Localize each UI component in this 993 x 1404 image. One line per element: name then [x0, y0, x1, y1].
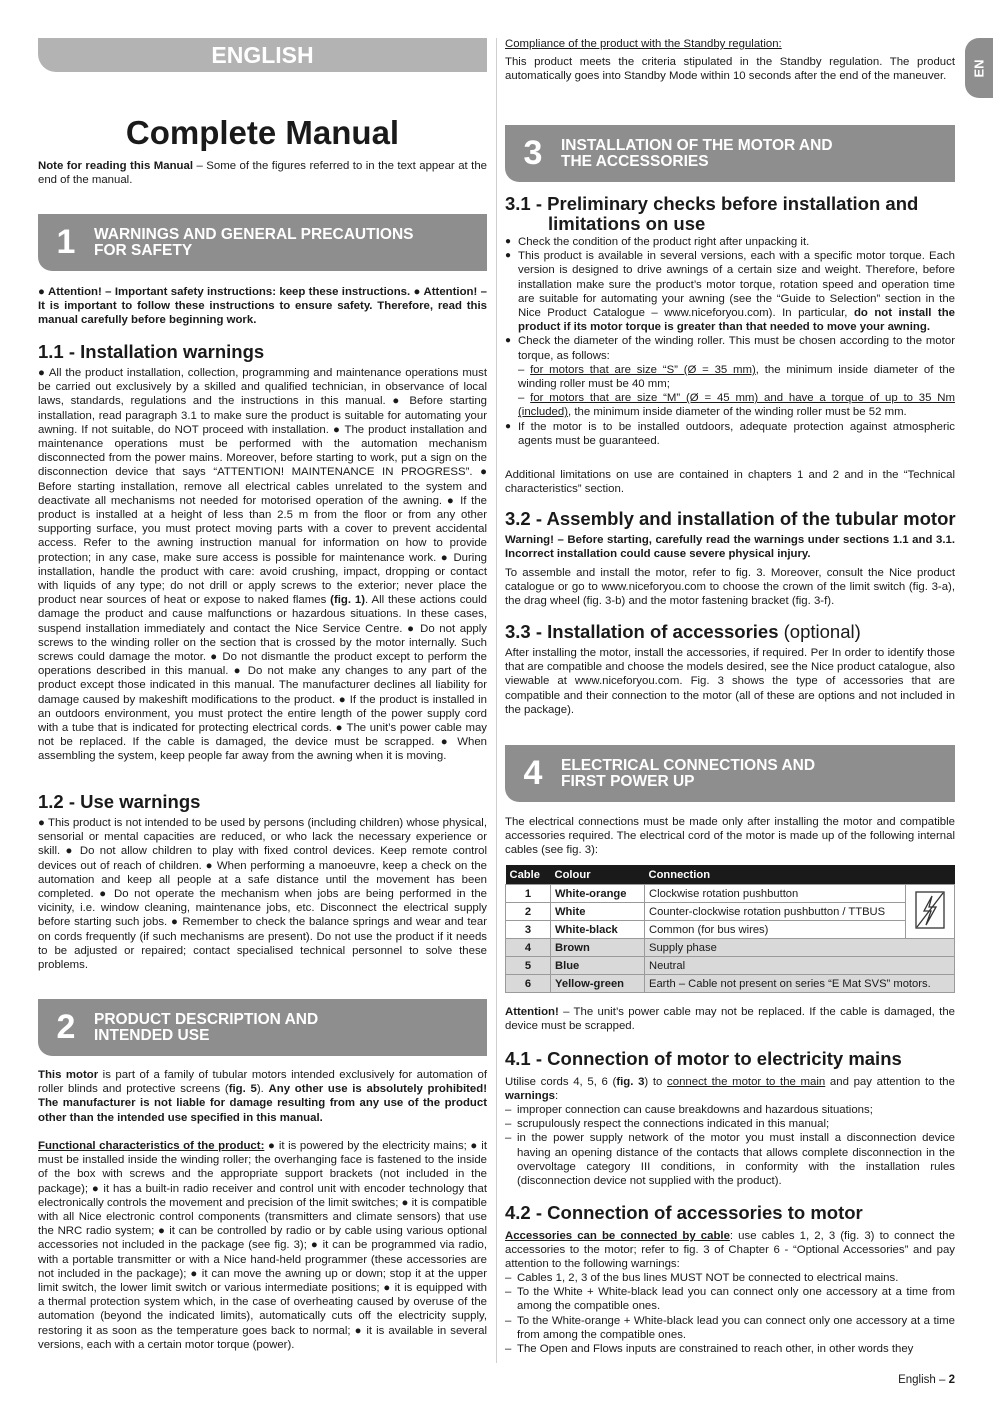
- table-cell: Common (for bus wires): [645, 921, 906, 939]
- column-divider: [496, 38, 497, 1363]
- safety-attention: ● Attention! – Important safety instructions: keep these instructions. ● Attention! – It is important to follow these instructions to ensure safety. Therefore, read this manual carefully before beginning work.: [38, 286, 487, 327]
- table-cell: 4: [506, 939, 551, 957]
- section-1-2-title: 1.2 - Use warnings: [38, 791, 201, 812]
- text-bold: warnings: [505, 1090, 556, 1103]
- cable-table: [505, 865, 955, 993]
- list-item-text: , the minimum inside diameter of the winding roller must be 52 mm.: [568, 406, 907, 419]
- chapter-number: 1: [56, 223, 76, 261]
- language-banner-label: ENGLISH: [211, 41, 314, 68]
- table-row: [506, 903, 955, 921]
- accessories-warnings-list: [505, 1271, 955, 1356]
- section-3-3-title: [505, 622, 861, 642]
- language-tab: [965, 38, 993, 98]
- text-span: – The unit’s power cable may not be replaced. If the cable is damaged, the device must be scrapped.: [505, 1006, 955, 1033]
- list-item: – Cables 1, 2, 3 of the bus lines MUST NOT be connected to electrical mains.: [505, 1271, 955, 1285]
- title-line: 3.1 - Preliminary checks before installation and: [505, 193, 919, 214]
- table-cell: 1: [506, 885, 551, 903]
- product-description: [38, 1068, 487, 1125]
- chapter-title: [561, 138, 833, 170]
- reading-note: [38, 159, 487, 187]
- list-item-text: Check the diameter of the winding roller. This must be chosen according to the motor torque, as follows:: [518, 335, 955, 362]
- list-item: – The Open and Flows inputs are constrained to reach other, in other words they: [505, 1342, 955, 1356]
- table-row: [506, 975, 955, 993]
- standby-label-line: [505, 37, 955, 51]
- table-cell: Supply phase: [645, 939, 955, 957]
- chapter-number: 3: [523, 134, 543, 172]
- text-bold: This motor: [38, 1069, 99, 1081]
- table-row: [506, 921, 955, 939]
- section-1-1-title: 1.1 - Installation warnings: [38, 341, 265, 362]
- installation-warnings-part: . All these actions could damage the product and cause malfunctions or hazardous situations. In these cases, suspend installation immediately and contact the Nice Service Centre. ● Do not apply screws to the winding roller on the section that is crossed by the motor internally. Such screws could damage the motor. ● Do not dismantle the product except to perform the operations described in this manual. ● Do not make any changes to any part of the product except those indicated in this manual. The manufacturer declines all liability for damage caused by makeshift modifications to the product. ● If the product is installed in an outdoors environment, you must protect the entire length of the power supply cord with a tube that is indicated for protecting electrical cords. ● The unit’s power cable may not be replaced. If the cable is damaged, the device must be scrapped. ● When assembling the system, keep people far away from the awning when it is moving.: [38, 594, 487, 763]
- low-voltage-symbol-icon: [906, 885, 955, 939]
- preliminary-checks-list: [505, 235, 955, 448]
- list-item: ● Check the diameter of the winding roller. This must be chosen according to the motor torque, as follows: – for motors that are size “S” (Ø = 35 mm), the minimum inside diameter of the winding roller must be 40 mm; – for motors that are size “M” (Ø = 45 mm) and have a torque of up to 35 Nm (included), the minimum inside diameter of the winding roller must be 52 mm.: [505, 334, 955, 419]
- use-warnings-text: ● This product is not intended to be used by persons (including children) whose physical, sensorial or mental capacities are reduced, or who lack the necessary experience or skill. ● Do not allow children to play with fixed control devices. Keep remote control devices out of reach of children. ● When performing a manoeuvre, keep a check on the automation and keep all people at a safe distance until the movement has been completed. ● Do not operate the mechanism when jobs are being performed in the vicinity, i.e. window cleaning, maintenance jobs, etc. Disconnect the electrical supply before starting such jobs. ● Remember to check the balance springs and wear and tear on cords frequently (if such mechanisms are present). Do not use the product if it needs to be adjusted or repaired; contact specialised technical personnel to solve these problems.: [38, 817, 487, 972]
- accessories-text: After installing the motor, install the accessories, if required. Per In order to identify those that are compatible and choose the models desired, see the Nice product catalogue, also viewable at www.niceforyou.com. Fig. 3 shows the type of accessories that are compatible and their connection to the motor (all of these are options and not included in the package).: [505, 647, 955, 716]
- fig-ref: fig. 3: [616, 1076, 645, 1088]
- standby-label: Compliance of the product with the Standby regulation:: [505, 38, 782, 50]
- text-span: ).: [256, 1083, 269, 1096]
- text-span: ) to: [644, 1076, 668, 1088]
- table-cell: 3: [506, 921, 551, 939]
- title-text-light: (optional): [778, 621, 861, 642]
- page-footer: [898, 1374, 955, 1386]
- page-number: 2: [948, 1374, 955, 1386]
- accessories-connection-intro: [505, 1229, 955, 1272]
- chapter-title: [94, 1012, 318, 1044]
- table-header-cell: Colour: [551, 865, 645, 885]
- chapter-title-line: FIRST POWER UP: [561, 772, 695, 790]
- installation-warnings-text: [38, 366, 487, 764]
- section-3-2-title: 3.2 - Assembly and installation of the tubular motor: [505, 508, 956, 529]
- chapter-title-line: FOR SAFETY: [94, 241, 193, 259]
- list-item: – scrupulously respect the connections indicated in this manual;: [505, 1117, 955, 1131]
- table-cell: 2: [506, 903, 551, 921]
- list-item: – in the power supply network of the motor you must install a disconnection device having an opening distance of the contacts that allows complete disconnection in the overvoltage category III conditions, in conformity with the installation rules (disconnection device not supplied with the product).: [505, 1131, 955, 1188]
- chapter-1-header: [38, 214, 487, 271]
- chapter-title-line: ELECTRICAL CONNECTIONS AND: [561, 756, 816, 774]
- table-cell: Brown: [551, 939, 645, 957]
- table-cell: White: [551, 903, 645, 921]
- list-item-bold: do not install the product if its motor torque is greater than that needed to move your awning.: [518, 307, 955, 334]
- table-cell: Blue: [551, 957, 645, 975]
- table-row: [506, 885, 955, 903]
- functional-characteristics: [38, 1139, 487, 1352]
- chapter-3-header: [505, 125, 955, 182]
- electrical-intro: The electrical connections must be made only after installing the motor and compatible accessories required. The electrical cord of the motor is made up of the following internal cables (see fig. 3):: [505, 816, 955, 857]
- chapter-title-line: INSTALLATION OF THE MOTOR AND: [561, 136, 833, 154]
- title-line: limitations on use: [548, 213, 706, 234]
- table-cell: White-orange: [551, 885, 645, 903]
- underlined-text: for motors that are size “S” (Ø = 35 mm): [530, 363, 756, 376]
- chapter-title: [94, 227, 414, 259]
- table-header-row: [506, 865, 955, 885]
- title-text: 3.3 - Installation of accessories: [505, 621, 779, 642]
- chapter-title-line: THE ACCESSORIES: [561, 152, 709, 170]
- chapter-number: 2: [56, 1008, 76, 1046]
- chapter-4-header: [505, 745, 955, 802]
- assembly-text: To assemble and install the motor, refer to fig. 3. Moreover, consult the Nice product catalogue or go to www.niceforyou.com to choose the crown of the limit switch (fig. 3-a), the drag wheel (fig. 3-b) and the motor fastening bracket (fig. 3-f).: [505, 567, 955, 608]
- table-cell: White-black: [551, 921, 645, 939]
- chapter-number: 4: [523, 754, 543, 792]
- section-4-2-title: 4.2 - Connection of accessories to motor: [505, 1202, 863, 1223]
- language-tab-label: EN: [971, 58, 987, 78]
- text-bold: Any other use is absolutely prohibited! The manufacturer is not liable for damage resulting from any use of the product other than the intended use specified in this manual.: [38, 1083, 487, 1124]
- underlined-text: Accessories can be connected by cable: [505, 1230, 730, 1242]
- table-header-cell: Cable: [506, 865, 551, 885]
- language-banner: [38, 38, 487, 72]
- underlined-text: for motors that are size “M” (Ø = 45 mm) and have a torque of up to 35 Nm (included): [518, 392, 956, 419]
- additional-limitations: Additional limitations on use are contained in chapters 1 and 2 and in the “Technical characteristics” section.: [505, 469, 955, 496]
- table-cell: Counter-clockwise rotation pushbutton / TTBUS: [645, 903, 906, 921]
- list-item-text: This product is available in several versions, each with a specific motor torque. Each version is designed to drive awnings of a certain size and weight. Therefore, before installation make sure the product’s motor torque, rotation speed and operation time are suitable for automating your awning (see the “Guide to Selection” section in the Nice Product Catalogue – www.niceforyou.com). In particular,: [518, 250, 955, 320]
- installation-warnings-part: ● All the product installation, collection, programming and maintenance operations must be carried out exclusively by a skilled and qualified technician, in observance of local laws, standards, regulations and the instructions in this manual. ● Before starting installation, read paragraph 3.1 to make sure the product is suitable for automating your awning. If not suitable, do NOT proceed with installation. ● The product installation and maintenance operations must be performed with the automation mechanism disconnected from the power mains. Moreover, before starting to work, put a sign on the disconnection device that says “ATTENTION! MAINTENANCE IN PROGRESS”. ● Before starting installation, remove all electrical cables unrelated to the system and deactivate all mechanisms not needed for motorised operation of the awning. ● If the product is installed at a height of less than 2.5 m from the floor or from any other supporting surface, you must protect moving parts with a cover to prevent accidental access. Refer to the awning instruction manual for information on how to provide protection; in any case, make sure access is possible for maintenance work. ● During installation, handle the product with care: avoid crushing, impact, dropping or contact with liquids of any type; do not drill or apply screws to the exterior; never place the product near sources of heat or expose to naked flames: [38, 367, 487, 607]
- chapter-title: [561, 758, 815, 790]
- reading-note-label: Note for reading this Manual: [38, 160, 194, 172]
- list-item: ● Check the condition of the product right after unpacking it.: [505, 235, 955, 249]
- chapter-2-header: [38, 999, 487, 1056]
- text-bold: Attention!: [505, 1006, 559, 1018]
- page-title: Complete Manual: [125, 114, 400, 151]
- fig-ref: fig. 5: [228, 1083, 257, 1096]
- list-item: [505, 249, 955, 334]
- list-item-text: , the minimum inside diameter of the winding roller must be 40 mm;: [518, 363, 955, 391]
- reading-note-text: – Some of the figures referred to in the text appear at the end of the manual.: [38, 160, 487, 187]
- table-cell: Clockwise rotation pushbutton: [645, 885, 906, 903]
- power-cable-attention: [505, 1005, 955, 1033]
- table-header-cell: Connection: [645, 865, 955, 885]
- table-cell: Neutral: [645, 957, 955, 975]
- footer-label: English –: [898, 1374, 949, 1386]
- table-cell: 6: [506, 975, 551, 993]
- list-item: ● If the motor is to be installed outdoors, adequate protection against atmospheric agents must be guaranteed.: [505, 420, 955, 448]
- underlined-text: connect the motor to the main: [667, 1076, 826, 1088]
- chapter-title-line: PRODUCT DESCRIPTION AND: [94, 1010, 319, 1028]
- table-row: [506, 939, 955, 957]
- list-item: – To the White-orange + White-black lead you can connect only one accessory at a time from among the compatible ones.: [505, 1314, 955, 1342]
- list-item: – To the White + White-black lead you can connect only one accessory at a time from among the compatible ones.: [505, 1285, 955, 1313]
- fig-ref: (fig. 1): [330, 594, 366, 607]
- chapter-title-line: WARNINGS AND GENERAL PRECAUTIONS: [94, 225, 414, 243]
- chapter-title-line: INTENDED USE: [94, 1026, 210, 1044]
- assembly-warning: Warning! – Before starting, carefully read the warnings under sections 1.1 and 3.1. Incorrect installation could cause severe physical injury.: [505, 534, 955, 561]
- text-span: Utilise cords 4, 5, 6 (: [505, 1076, 617, 1088]
- text-span: :: [555, 1090, 559, 1103]
- functional-characteristics-label: Functional characteristics of the product:: [38, 1140, 265, 1152]
- table-row: [506, 957, 955, 975]
- functional-characteristics-text: ● it is powered by the electricity mains; ● it must be installed inside the winding roller; the overhanging face is fastened to the inside of the box with screws and the appropriate support brackets (not included in the package); ● it has a built-in radio receiver and control unit with encoder technology that electronically controls the movement and precision of the limit switches; ● it is compatible with all Nice electronic control components (transmitters and climate sensors) that use the NRC radio system; ● it can be controlled by radio or by cable using various optional accessories not included in the package (see fig. 3); ● it can be programmed via radio, with a portable transmitter or with a Nice hand-held programmer (these accessories are not included in the package); ● it can move the awning up or down; stop it at the upper limit switch, the lower limit switch or various intermediate positions; ● it is equipped with a thermal protection system which, in the case of overheating caused by overuse of the automation (beyond the indicated limits), automatically cuts off the electricity supply, restoring it as soon as the temperature goes back to normal; ● it is available in several versions, each with a certain motor torque (power).: [38, 1140, 487, 1351]
- table-cell: Yellow-green: [551, 975, 645, 993]
- mains-warnings-list: [505, 1103, 955, 1188]
- text-span: : use cables 1, 2, 3 (fig. 3) to connect the accessories to the motor; refer to fig. 3 of Chapter 6 - “Optional Accessories” and pay attention to the following warnings:: [505, 1230, 955, 1271]
- list-item: – improper connection can cause breakdowns and hazardous situations;: [505, 1103, 955, 1117]
- text-span: and pay attention to the: [825, 1076, 955, 1088]
- text-span: is part of a family of tubular motors intended exclusively for automation of roller blinds and protective screens (: [38, 1069, 487, 1096]
- table-cell: 5: [506, 957, 551, 975]
- table-cell: Earth – Cable not present on series “E Mat SVS” motors.: [645, 975, 955, 993]
- mains-connection-intro: [505, 1075, 955, 1103]
- section-4-1-title: 4.1 - Connection of motor to electricity mains: [505, 1048, 902, 1069]
- section-3-1-title: [505, 194, 918, 234]
- standby-text: This product meets the criteria stipulated in the Standby regulation. The product automatically goes into Standby Mode within 10 seconds after the end of the maneuver.: [505, 56, 955, 83]
